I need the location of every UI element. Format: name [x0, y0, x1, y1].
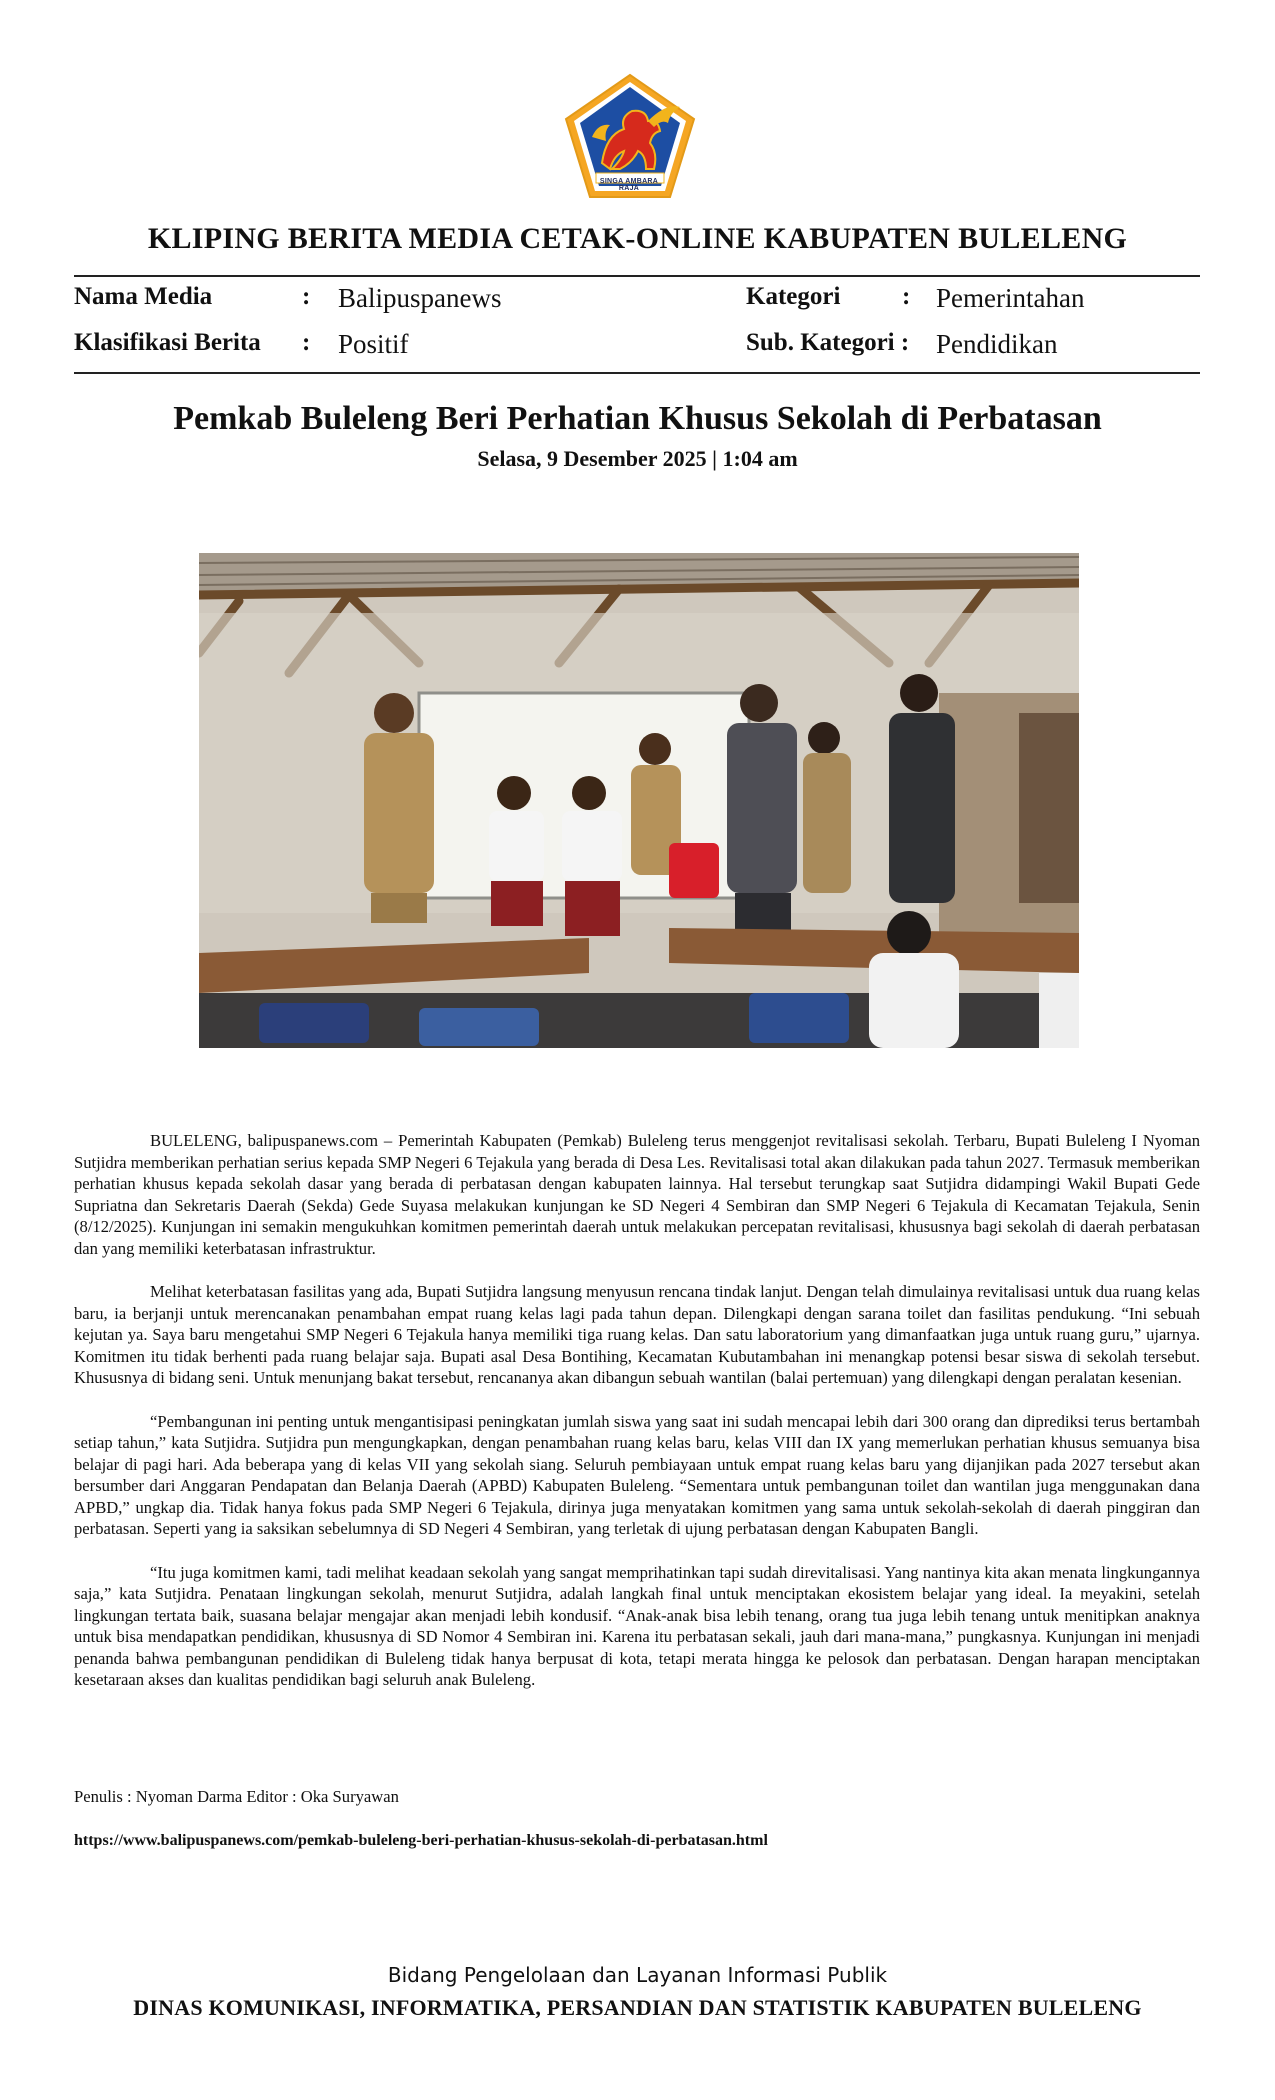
author-credit: Penulis : Nyoman Darma Editor : Oka Suryawan: [74, 1787, 399, 1806]
footer-department: Bidang Pengelolaan dan Layanan Informasi Publik: [387, 1963, 888, 1987]
kategori-colon: :: [902, 283, 911, 310]
subkategori-label: Sub. Kategori :: [746, 329, 910, 356]
klasifikasi-colon: :: [302, 329, 311, 356]
source-link[interactable]: https://www.balipuspanews.com/pemkab-buleleng-beri-perhatian-khusus-sekolah-di-perbatasan.html: [74, 1832, 768, 1849]
article-paragraph: “Itu juga komitmen kami, tadi melihat keadaan sekolah yang sangat memprihatinkan tapi sudah direvitalisasi. Yang nantinya kita akan menata lingkungannya saja,” kata Sutjidra. Penataan lingkungan sekolah, menurut Sutjidra, adalah langkah final untuk menciptakan ekosistem belajar yang ideal. Ia meyakini, setelah lingkungan tertata baik, suasana belajar mengajar akan menjadi lebih kondusif. “Anak-anak bisa lebih tenang, orang tua juga lebih tenang untuk menitipkan anaknya untuk bisa mendapatkan pendidikan, khususnya di SD Nomor 4 Sembiran ini. Karena itu perbatasan sekali, jauh dari mana-mana,” pungkasnya. Kunjungan ini menjadi penanda bahwa pembangunan pendidikan di Buleleng tidak hanya berpusat di kota, tetapi merata hingga ke pelosok dan perbatasan. Dengan harapan menciptakan kesetaraan akses dan kualitas pendidikan bagi seluruh anak Buleleng.: [74, 1562, 1200, 1689]
article-dateline: Selasa, 9 Desember 2025 | 1:04 am: [477, 446, 798, 471]
logo-caption: SINGA AMBARA RAJA: [599, 178, 659, 192]
article-paragraph: Melihat keterbatasan fasilitas yang ada, Bupati Sutjidra langsung menyusun rencana tindak lanjut. Dengan telah dimulainya revitalisasi untuk dua ruang kelas baru, ia berjanji untuk merencanakan penambahan empat ruang kelas lagi pada tahun depan. Dilengkapi dengan sarana toilet dan fasilitas pendukung. “Ini sebuah kejutan ya. Saya baru mengetahui SMP Negeri 6 Tejakula hanya memiliki tiga ruang kelas. Dan satu laboratorium yang dimanfaatkan juga untuk ruang guru,” ujarnya. Komitmen itu tidak berhenti pada ruang belajar saja. Bupati asal Desa Bontihing, Kecamatan Kubutambahan ini menangkap potensi besar siswa di sekolah tersebut. Khususnya di bidang seni. Untuk menunjang bakat tersebut, rencananya akan dibangun sebuah wantilan (balai pertemuan) yang dilengkapi dengan peralatan kesenian.: [74, 1282, 1200, 1387]
kategori-value: Pemerintahan: [936, 283, 1085, 313]
article-paragraph: “Pembangunan ini penting untuk mengantisipasi peningkatan jumlah siswa yang saat ini sudah mencapai lebih dari 300 orang dan diprediksi terus bertambah setiap tahun,” kata Sutjidra. Sutjidra pun mengungkapkan, dengan penambahan ruang kelas baru, kelas VIII dan IX yang memerlukan perhatian khusus semuanya bisa belajar di pagi hari. Ada beberapa yang di kelas VII yang sekolah siang. Seluruh pembiayaan untuk empat ruang kelas baru yang dijanjikan pada 2027 tersebut akan bersumber dari Anggaran Pendapatan dan Belanja Daerah (APBD) Kabupaten Buleleng. “Sementara untuk pembangunan toilet dan wantilan juga menggunakan dana APBD,” ungkap dia. Tidak hanya fokus pada SMP Negeri 6 Tejakula, dirinya juga menyatakan komitmen yang sama untuk sekolah-sekolah di daerah pinggiran dan perbatasan. Seperti yang ia saksikan sebelumnya di SD Negeri 4 Sembiran, yang terletak di ujung perbatasan dengan Kabupaten Bangli.: [74, 1411, 1200, 1538]
article-photo: [199, 553, 1079, 1048]
media-colon: :: [302, 283, 311, 310]
footer-agency: DINAS KOMUNIKASI, INFORMATIKA, PERSANDIAN DAN STATISTIK KABUPATEN BULELENG: [133, 1995, 1142, 2020]
klasifikasi-label: Klasifikasi Berita: [74, 329, 261, 356]
article-body: [74, 1130, 1200, 1713]
article-paragraph: BULELENG, balipuspanews.com – Pemerintah Kabupaten (Pemkab) Buleleng terus menggenjot revitalisasi sekolah. Terbaru, Bupati Buleleng I Nyoman Sutjidra memberikan perhatian serius kepada SMP Negeri 6 Tejakula yang berada di Desa Les. Revitalisasi total akan dilakukan pada tahun 2027. Termasuk memberikan perhatian khusus kepada sekolah dasar yang berada di perbatasan dengan kabupaten lainnya. Hal tersebut terungkap saat Sutjidra didampingi Wakil Bupati Gede Supriatna dan Sekretaris Daerah (Sekda) Gede Suyasa melakukan kunjungan ke SD Negeri 4 Sembiran dan SMP Negeri 6 Tejakula di Kecamatan Tejakula, Senin (8/12/2025). Kunjungan ini semakin mengukuhkan komitmen pemerintah daerah untuk melakukan percepatan revitalisasi, khususnya bagi sekolah di daerah perbatasan dan yang memiliki keterbatasan infrastruktur.: [74, 1131, 1200, 1258]
klasifikasi-value: Positif: [338, 329, 409, 359]
media-label: Nama Media: [74, 283, 213, 310]
header-divider-bottom: [74, 372, 1200, 374]
document-title: KLIPING BERITA MEDIA CETAK-ONLINE KABUPATEN BULELENG: [147, 222, 1128, 255]
subkategori-value: Pendidikan: [936, 329, 1058, 359]
header-divider-top: [74, 275, 1200, 277]
media-value: Balipuspanews: [338, 283, 502, 313]
article-headline: Pemkab Buleleng Beri Perhatian Khusus Sekolah di Perbatasan: [173, 400, 1102, 437]
kategori-label: Kategori: [746, 283, 841, 310]
